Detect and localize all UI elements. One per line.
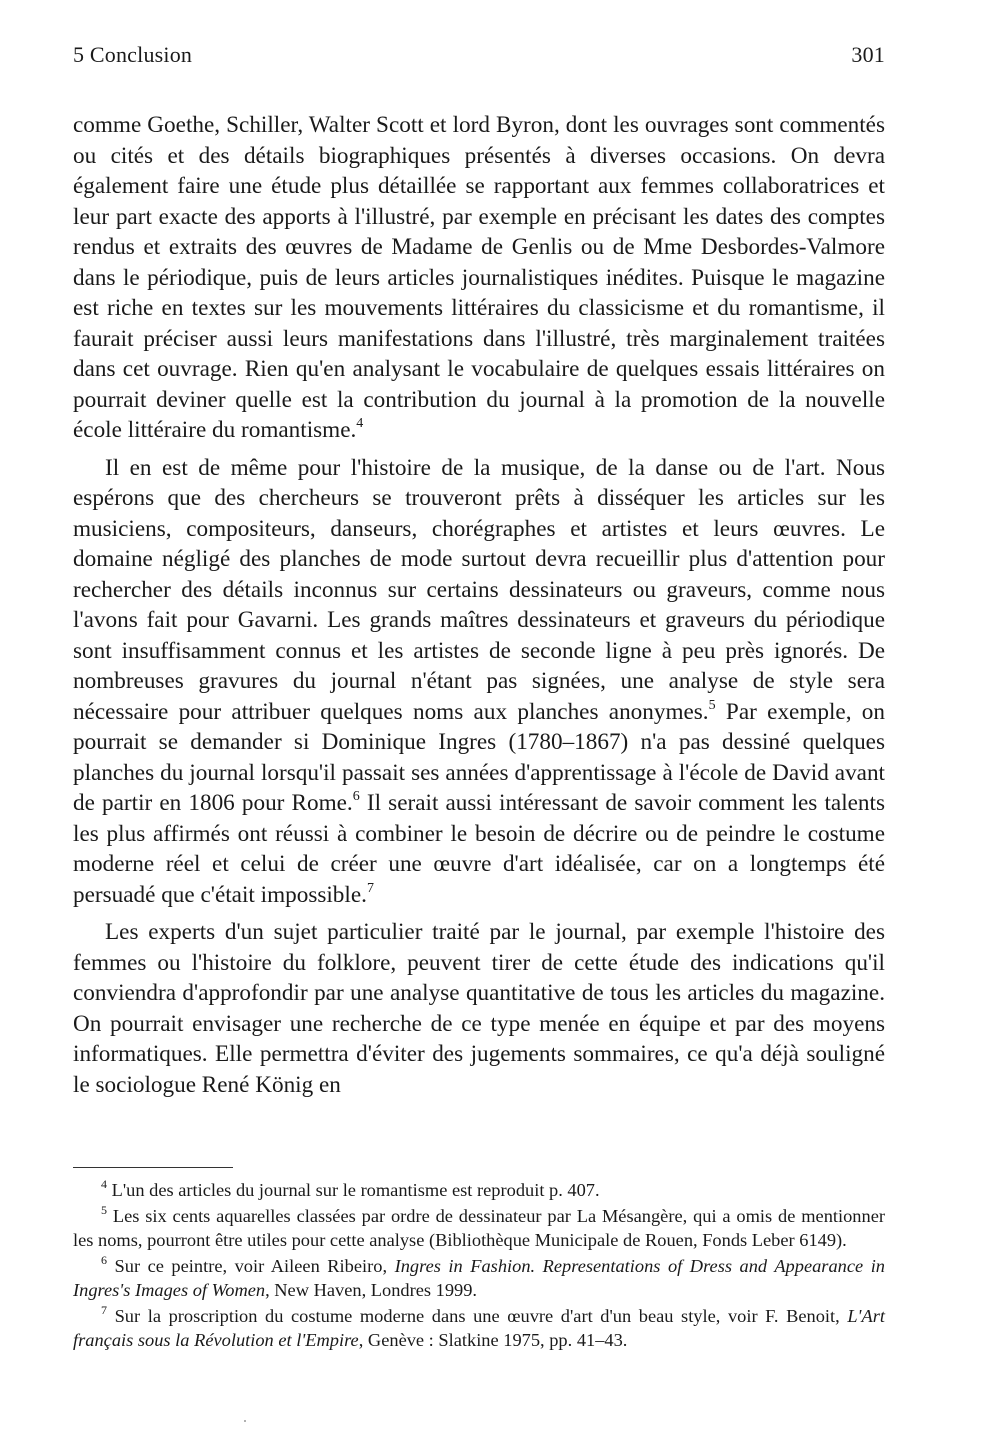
footnote-rule: [73, 1167, 233, 1168]
chapter-title: 5 Conclusion: [73, 42, 193, 67]
paragraph-2-text-a: Il en est de même pour l'histoire de la musique, de la danse ou de l'art. Nous espérons que des chercheurs se trouveront prêts à disséquer les articles sur les musiciens, compositeurs, danseurs, chorégraphes et artistes et leurs œuvres. Le domaine négligé des planches de mode surtout devra recueillir plus d'attention pour rechercher des détails inconnus sur certains dessinateurs ou graveurs, comme nous l'avons fait pour Gavarni. Les grands maîtres dessinateurs et graveurs du périodique sont insuffisamment connus et les artistes de seconde ligne à peu près ignorés. De nombreuses gravures du journal n'étant pas signées, une analyse de style sera nécessaire pour attribuer quelques noms aux planches anonymes.: [73, 454, 885, 725]
scan-speck: [244, 1420, 246, 1422]
paragraph-2-text-b: Par exemple, on pourrait se demander si Dominique Ingres (1780–1867) n'a pas dessiné quelques planches du journal lorsqu'il passait ses années d'apprentissage à l'école de David avant de partir en 1806 pour Rome.: [73, 698, 885, 816]
footnote-4: [73, 1178, 885, 1203]
footnotes: [73, 1178, 885, 1354]
footnote-number-5: 5: [101, 1202, 107, 1217]
footnote-7-text-b: , Genève : Slatkine 1975, pp. 41–43.: [358, 1330, 628, 1350]
paragraph-1-text: comme Goethe, Schiller, Walter Scott et lord Byron, dont les ouvrages sont commentés ou cités et des détails biographiques présentés à diverses occasions. On devra également faire une étude plus détaillée se rapportant aux femmes collaboratrices et leur part exacte des apports à l'illustré, par exemple en précisant les dates des comptes rendus et extraits des œuvres de Madame de Genlis ou de Mme Desbordes-Valmore dans le périodique, puis de leurs articles journalistiques inédites. Puisque le magazine est riche en textes sur les mouvements littéraires du classicisme et du romantisme, il faurait préciser aussi leurs manifestations dans l'illustré, très marginalement traitées dans cet ouvrage. Rien qu'en analysant le vocabulaire de quelques essais littéraires on pourrait deviner quelle est la contribution du journal à la promotion de la nouvelle école littéraire du romantisme.: [73, 112, 885, 443]
body-text: [73, 110, 885, 1100]
footnote-6: [73, 1254, 885, 1303]
paragraph-2-text-c: Il serait aussi intéressant de savoir comment les talents les plus affirmés ont réussi à combiner le besoin de décrire ou de peindre le costume moderne réel et celui de créer une œuvre d'art idéalisée, car on a longtemps été persuadé que c'était impossible.: [73, 790, 885, 908]
footnote-7: [73, 1304, 885, 1353]
paragraph-1: [73, 110, 885, 446]
footnote-number-4: 4: [101, 1177, 107, 1191]
running-head: [73, 42, 885, 68]
footnote-ref-5: 5: [708, 697, 716, 713]
footnote-number-7: 7: [101, 1302, 107, 1317]
paragraph-3-text: Les experts d'un sujet particulier traité par le journal, par exemple l'histoire des femmes ou l'histoire du folklore, peuvent tirer de cette étude des indications qu'il conviendra d'approfondir par une analyse quantitative de tous les articles du magazine. On pourrait envisager une recherche de ce type menée en équipe et par des moyens informatiques. Elle permettra d'éviter des jugements sommaires, ce qu'a déjà souligné le sociologue René König en: [73, 919, 885, 1098]
footnote-ref-6: 6: [352, 789, 360, 804]
footnote-4-text: L'un des articles du journal sur le romantisme est reproduit p. 407.: [107, 1180, 600, 1200]
footnote-6-text-b: , New Haven, Londres 1999.: [265, 1280, 478, 1300]
paragraph-2: [73, 453, 885, 911]
footnote-ref-7: 7: [366, 880, 374, 896]
footnote-6-book-title: Ingres in Fashion. Representations of Dress and Appearance in Ingres's Images of Women: [73, 1255, 885, 1300]
footnote-7-text-a: Sur la proscription du costume moderne dans une œuvre d'art d'un beau style, voir F. Benoit,: [107, 1305, 848, 1326]
footnote-7-book-title: L'Art français sous la Révolution et l'Empire: [73, 1305, 885, 1350]
page-number: 301: [851, 42, 885, 67]
paragraph-3: [73, 917, 885, 1100]
footnote-5-text: Les six cents aquarelles classées par ordre de dessinateur par La Mésangère, qui a omis de mentionner les noms, pourront être utiles pour cette analyse (Bibliothèque Municipale de Rouen, Fonds Leber 6149).: [73, 1205, 885, 1250]
footnote-ref-4: 4: [356, 416, 364, 431]
footnote-5: [73, 1204, 885, 1253]
footnote-number-6: 6: [101, 1252, 107, 1267]
footnote-6-text-a: Sur ce peintre, voir Aileen Ribeiro,: [107, 1255, 395, 1276]
